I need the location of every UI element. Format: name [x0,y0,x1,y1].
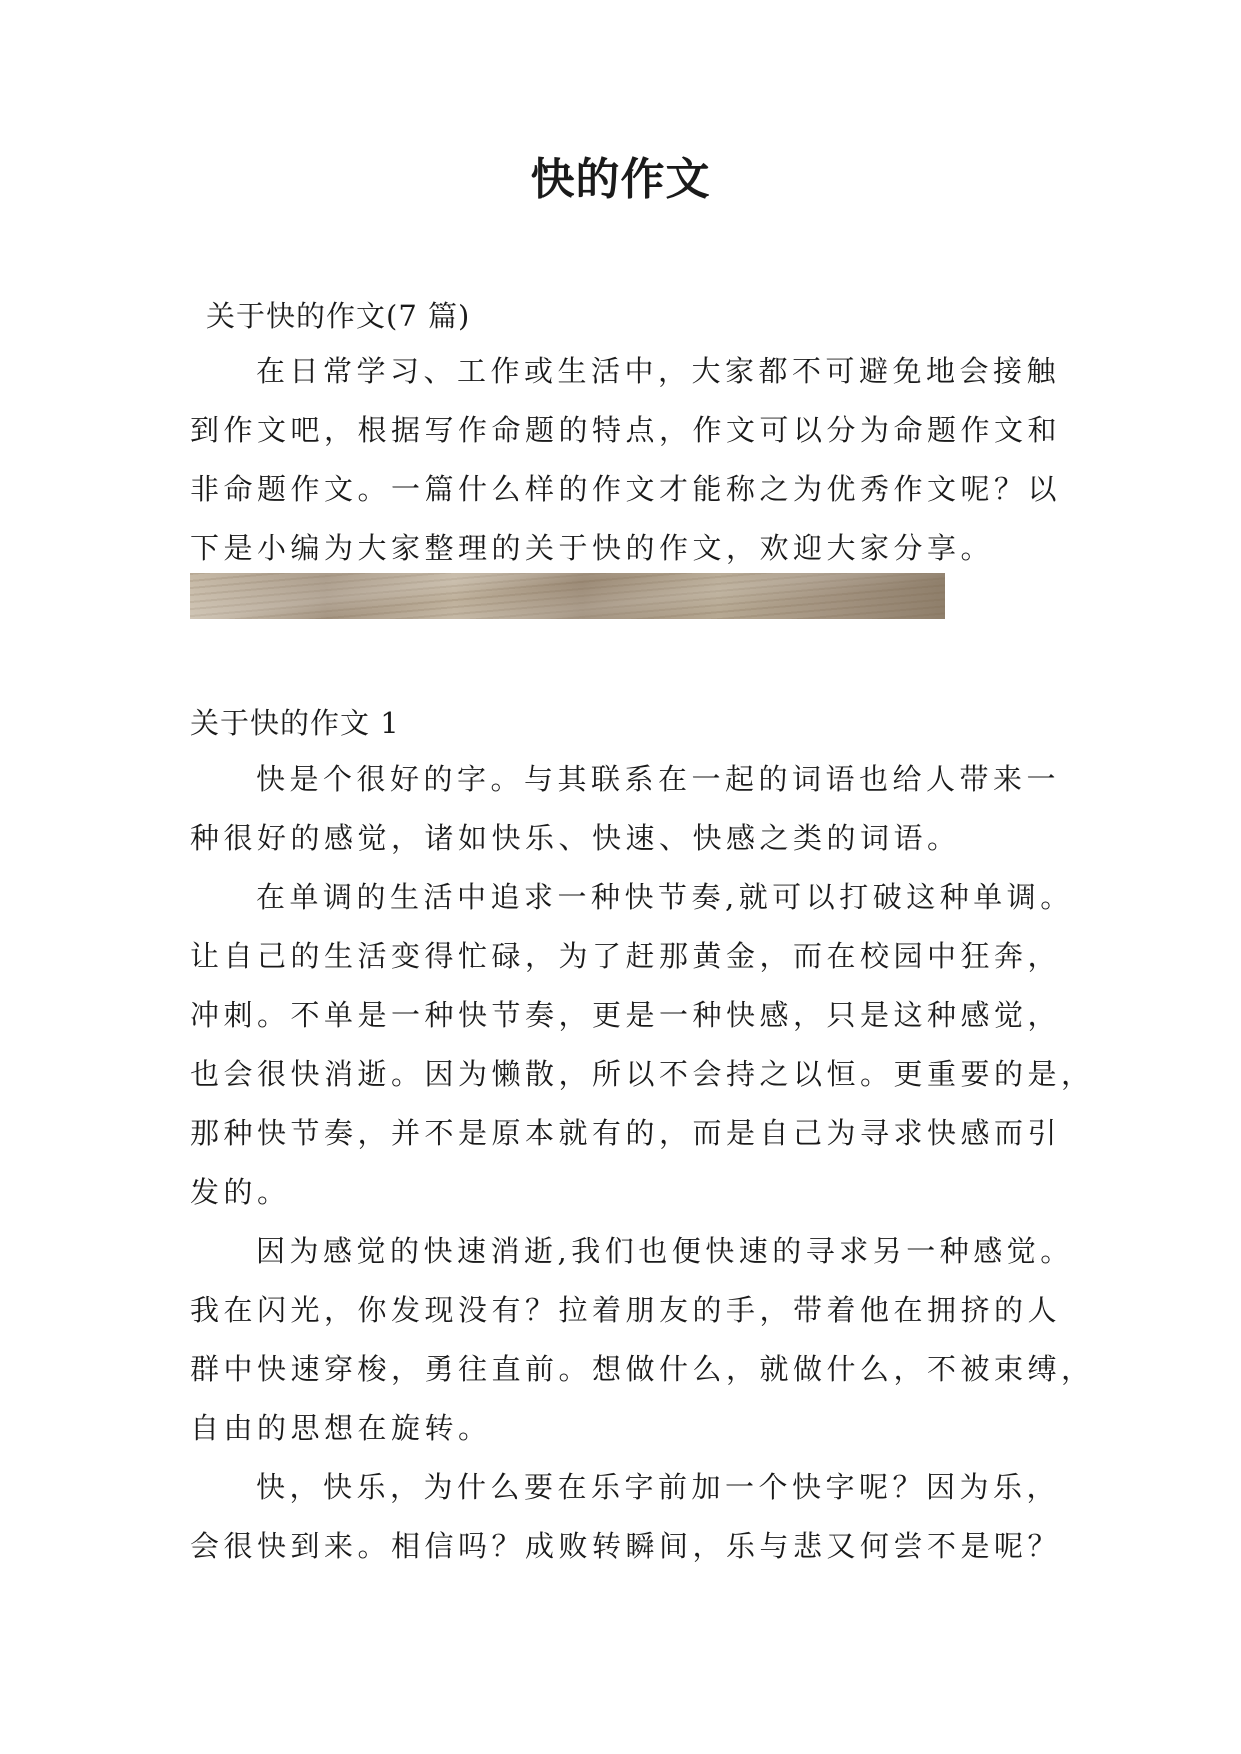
intro-line: 下是小编为大家整理的关于快的作文，欢迎大家分享。 [190,531,995,565]
intro-line: 在日常学习、工作或生活中，大家都不可避免地会接触 [256,354,1061,388]
intro-line: 到作文吧，根据写作命题的特点，作文可以分为命题作文和 [190,413,1062,447]
body-line: 让自己的生活变得忙碌，为了赶那黄金，而在校园中狂奔， [190,939,1062,973]
document-subtitle: 关于快的作文(7 篇) [206,299,471,333]
section-heading: 关于快的作文 1 [190,706,400,740]
body-line: 会很快到来。相信吗？成败转瞬间，乐与悲又何尝不是呢？ [190,1529,1062,1563]
wood-texture-banner-image [190,573,945,619]
document-title: 快的作文 [530,154,711,205]
body-line: 群中快速穿梭，勇往直前。想做什么，就做什么，不被束缚， [190,1352,1095,1386]
body-line: 发的。 [190,1175,291,1209]
body-line: 冲刺。不单是一种快节奏，更是一种快感，只是这种感觉， [190,998,1062,1032]
body-line: 快是个很好的字。与其联系在一起的词语也给人带来一 [256,762,1061,796]
body-line: 种很好的感觉，诸如快乐、快速、快感之类的词语。 [190,821,961,855]
body-line: 我在闪光，你发现没有？拉着朋友的手，带着他在拥挤的人 [190,1293,1062,1327]
body-line: 自由的思想在旋转。 [190,1411,492,1445]
body-line: 也会很快消逝。因为懒散，所以不会持之以恒。更重要的是， [190,1057,1095,1091]
body-line: 因为感觉的快速消逝,我们也便快速的寻求另一种感觉。 [256,1234,1074,1268]
intro-line: 非命题作文。一篇什么样的作文才能称之为优秀作文呢？以 [190,472,1062,506]
body-line: 在单调的生活中追求一种快节奏,就可以打破这种单调。 [256,880,1074,914]
body-line: 那种快节奏，并不是原本就有的，而是自己为寻求快感而引 [190,1116,1062,1150]
body-line: 快，快乐，为什么要在乐字前加一个快字呢？因为乐， [256,1470,1061,1504]
